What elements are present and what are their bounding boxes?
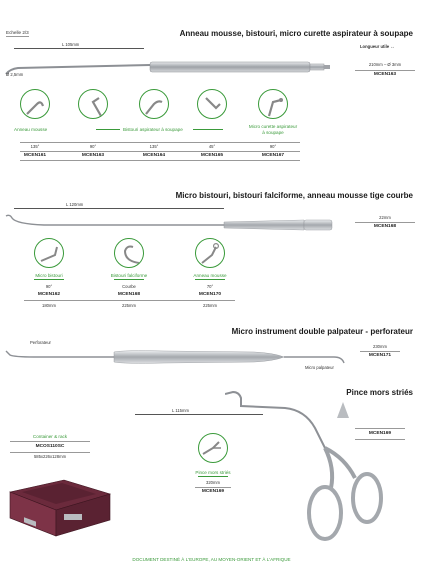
- ref-mcen163: MCEN163: [373, 72, 397, 77]
- striated-jaw-forceps: [225, 388, 395, 573]
- code-4: MCEN167: [261, 153, 285, 158]
- container-dims: 585x226x128mm: [33, 454, 67, 459]
- group-label-blade: Bistouri aspirateur à soupape: [123, 127, 183, 132]
- tip-detail-135-ring: [20, 89, 50, 119]
- code-2: MCEN164: [142, 153, 166, 158]
- angle-micro-knife: 90°: [45, 284, 53, 289]
- angle-1: 90°: [89, 144, 97, 149]
- useful-length-title: Longueur utile ↔: [360, 44, 395, 49]
- suction-curette-instrument: [4, 56, 334, 80]
- angle-sickle-knife: Courbe: [122, 284, 136, 289]
- label-ring-curved: Anneau mousse: [193, 273, 227, 278]
- length-palpator: 230mm: [373, 344, 387, 349]
- double-palpator-instrument: [4, 343, 354, 373]
- code-micro-knife: MCEN162: [37, 292, 61, 297]
- angle-0: 135°: [30, 144, 40, 149]
- forceps-length: 320mm: [206, 480, 220, 485]
- tip-detail-90-curette: [258, 89, 288, 119]
- footer-notice: DOCUMENT DESTINÉ À L'EUROPE, AU MOYEN-ORIENT ET À L'AFRIQUE: [132, 557, 291, 562]
- angle-3: 45°: [208, 144, 216, 149]
- code-ring-curved: MCEN170: [198, 292, 222, 297]
- tip-detail-micro-knife: [34, 238, 64, 268]
- length-label-4: L 115mm: [172, 408, 189, 413]
- length-label-2: L 120mm: [66, 202, 84, 207]
- angle-2: 135°: [149, 144, 159, 149]
- side-length-2: 22mm: [379, 215, 391, 220]
- tip-detail-90-blade: [78, 89, 108, 119]
- forceps-detail-label: Pince mors striés: [195, 470, 231, 475]
- side-ref-2: MCEN168: [373, 224, 397, 229]
- micro-palpator-label: Micro palpateur: [305, 365, 334, 370]
- code-3: MCEN165: [200, 153, 224, 158]
- perforator-label: Perforateur: [30, 340, 51, 345]
- container-code: MCOS110SC: [35, 444, 65, 449]
- section4-title: Pince mors striés: [346, 388, 413, 397]
- scale-label: Echelle 2/3: [6, 30, 29, 35]
- curved-micro-knife-instrument: [4, 212, 344, 234]
- section3-title: Micro instrument double palpateur - perforateur: [231, 327, 413, 336]
- tip-detail-135-blade: [139, 89, 169, 119]
- length-sickle-knife: 225mm: [122, 303, 136, 308]
- tip-detail-sickle-knife: [114, 238, 144, 268]
- useful-length-value: 210mm – Ø 3mm: [368, 62, 402, 67]
- code-sickle-knife: MCEN168: [117, 292, 141, 297]
- ref-mcen171: MCEN171: [368, 353, 392, 358]
- label-micro-knife: Micro bistouri: [35, 273, 63, 278]
- forceps-code: MCEN169: [201, 489, 225, 494]
- length-micro-knife: 180mm: [42, 303, 56, 308]
- angle-4: 90°: [269, 144, 277, 149]
- tip-detail-ring-70: [195, 238, 225, 268]
- angle-ring-curved: 70°: [206, 284, 214, 289]
- sterilization-container-image: [4, 470, 114, 540]
- container-label: Container & rack: [32, 434, 68, 439]
- tip-detail-forceps: [198, 433, 228, 463]
- tip-detail-45-blade: [197, 89, 227, 119]
- group-label-ring: Anneau mousse: [14, 127, 48, 132]
- diameter-label: Ø 2,5mm: [6, 72, 24, 77]
- length-ring-curved: 225mm: [203, 303, 217, 308]
- code-0: MCEN161: [23, 153, 47, 158]
- label-sickle-knife: Bistouri falciforme: [110, 273, 148, 278]
- group-label-curette: Micro curette aspirateur à soupape: [248, 124, 298, 135]
- section2-title: Micro bistouri, bistouri falciforme, anneau mousse tige courbe: [175, 191, 413, 200]
- length-label-1: L 105mm: [62, 42, 80, 47]
- code-1: MCEN163: [81, 153, 105, 158]
- ref-mcen169: MCEN169: [368, 431, 392, 436]
- section1-title: Anneau mousse, bistouri, micro curette aspirateur à soupape: [179, 29, 413, 38]
